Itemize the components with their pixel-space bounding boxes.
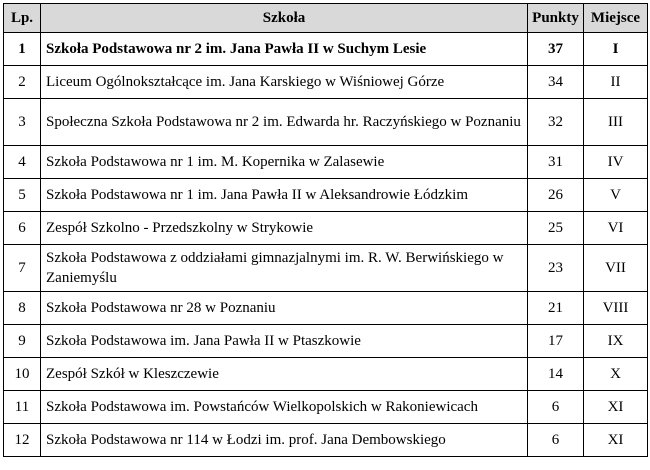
table-row [4,391,648,424]
row-place: VIII [584,292,648,325]
row-place: XI [584,391,648,424]
row-points: 6 [528,391,584,424]
row-lp: 10 [4,358,41,391]
row-points: 37 [528,33,584,66]
row-points: 14 [528,358,584,391]
table-row [4,424,648,457]
row-school: Szkoła Podstawowa z oddziałami gimnazjalnymi im. R. W. Berwińskiego w Zaniemyślu [41,245,528,292]
row-points: 26 [528,179,584,212]
row-points: 6 [528,424,584,457]
row-lp: 2 [4,66,41,99]
row-points: 23 [528,245,584,292]
row-school: Szkoła Podstawowa nr 28 w Poznaniu [41,292,528,325]
header-place: Miejsce [584,4,648,33]
row-place: II [584,66,648,99]
row-place: VII [584,245,648,292]
row-lp: 5 [4,179,41,212]
row-points: 25 [528,212,584,245]
row-place: IX [584,325,648,358]
row-points: 32 [528,99,584,146]
row-lp: 4 [4,146,41,179]
row-place: XI [584,424,648,457]
row-points: 17 [528,325,584,358]
table-row [4,325,648,358]
row-school: Szkoła Podstawowa nr 2 im. Jana Pawła II w Suchym Lesie [41,33,528,66]
row-place: I [584,33,648,66]
row-lp: 3 [4,99,41,146]
header-row [4,4,648,33]
row-place: VI [584,212,648,245]
row-school: Szkoła Podstawowa im. Jana Pawła II w Ptaszkowie [41,325,528,358]
row-place: III [584,99,648,146]
row-school: Szkoła Podstawowa nr 1 im. M. Kopernika w Zalasewie [41,146,528,179]
table-row [4,179,648,212]
row-lp: 7 [4,245,41,292]
row-school: Zespół Szkolno - Przedszkolny w Strykowie [41,212,528,245]
table-row [4,358,648,391]
row-lp: 6 [4,212,41,245]
row-points: 21 [528,292,584,325]
row-school: Szkoła Podstawowa im. Powstańców Wielkopolskich w Rakoniewicach [41,391,528,424]
header-lp: Lp. [4,4,41,33]
row-school: Szkoła Podstawowa nr 1 im. Jana Pawła II w Aleksandrowie Łódzkim [41,179,528,212]
row-place: IV [584,146,648,179]
row-lp: 11 [4,391,41,424]
header-points: Punkty [528,4,584,33]
table-row [4,66,648,99]
row-place: X [584,358,648,391]
row-points: 31 [528,146,584,179]
row-place: V [584,179,648,212]
header-school: Szkoła [41,4,528,33]
row-school: Społeczna Szkoła Podstawowa nr 2 im. Edwarda hr. Raczyńskiego w Poznaniu [41,99,528,146]
row-school: Liceum Ogólnokształcące im. Jana Karskiego w Wiśniowej Górze [41,66,528,99]
row-school: Szkoła Podstawowa nr 114 w Łodzi im. prof. Jana Dembowskiego [41,424,528,457]
row-school: Zespół Szkół w Kleszczewie [41,358,528,391]
row-points: 34 [528,66,584,99]
ranking-table [3,3,648,457]
table-row [4,99,648,146]
row-lp: 9 [4,325,41,358]
table-row [4,146,648,179]
row-lp: 8 [4,292,41,325]
row-lp: 1 [4,33,41,66]
table-row [4,292,648,325]
table-row [4,212,648,245]
table-row [4,245,648,292]
row-lp: 12 [4,424,41,457]
table-row [4,33,648,66]
